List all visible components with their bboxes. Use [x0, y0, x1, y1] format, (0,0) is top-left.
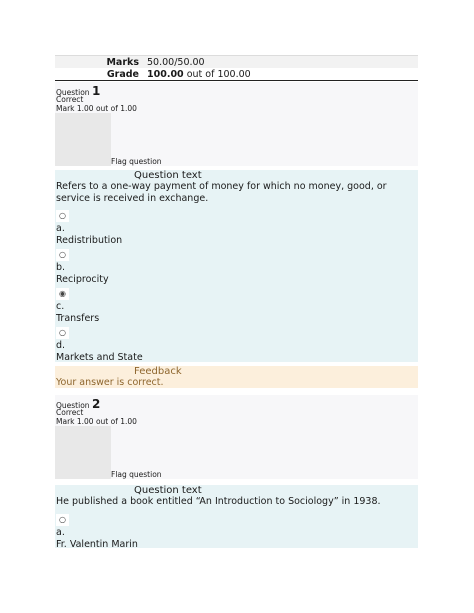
question-2-formulation — [55, 485, 418, 548]
question-1-feedback — [55, 366, 418, 388]
answer-c-text: Transfers — [56, 313, 100, 324]
question-1-info-panel — [55, 113, 111, 166]
question-label-text: Question — [56, 401, 90, 410]
grade-row — [55, 68, 418, 81]
radio-empty-icon: ○ — [59, 250, 66, 259]
answer-a-radio[interactable] — [56, 210, 69, 222]
answer-d-radio[interactable] — [56, 327, 69, 339]
answer-b-letter: b. — [56, 262, 66, 273]
answer-a-letter: a. — [56, 527, 65, 538]
question-label-text: Question — [56, 88, 90, 97]
radio-empty-icon: ○ — [59, 211, 66, 220]
question-2-state: Correct — [56, 408, 84, 417]
question-2-info — [55, 395, 418, 479]
answer-b-radio[interactable] — [56, 249, 69, 261]
answer-a-text: Fr. Valentin Marin — [56, 539, 138, 550]
answer-a-radio[interactable] — [56, 514, 69, 526]
answer-c-radio[interactable] — [56, 288, 69, 300]
answer-b-text: Reciprocity — [56, 274, 109, 285]
question-1-text-heading: Question text — [134, 170, 202, 181]
radio-empty-icon: ○ — [59, 328, 66, 337]
question-1-state: Correct — [56, 95, 84, 104]
question-2-text: He published a book entitled “An Introduction to Sociology” in 1938. — [56, 496, 381, 507]
grade-value: 100.00 — [147, 69, 184, 80]
question-2-mark: Mark 1.00 out of 1.00 — [56, 417, 137, 426]
question-1-text: Refers to a one-way payment of money for which no money, good, or service is received in exchange. — [56, 181, 387, 204]
radio-empty-icon: ○ — [59, 515, 66, 524]
marks-label: Marks — [106, 57, 139, 68]
grade-suffix: out of 100.00 — [183, 69, 251, 80]
feedback-text: Your answer is correct. — [56, 377, 164, 388]
marks-row — [55, 55, 418, 68]
question-number: 2 — [91, 397, 101, 411]
radio-selected-icon: ◉ — [59, 289, 66, 298]
feedback-heading: Feedback — [134, 366, 182, 377]
question-1-formulation — [55, 170, 418, 362]
question-2-flag-link[interactable]: Flag question — [111, 470, 162, 479]
review-summary-table — [55, 55, 418, 81]
grade-label: Grade — [106, 69, 139, 80]
question-1-mark: Mark 1.00 out of 1.00 — [56, 104, 137, 113]
question-number: 1 — [91, 84, 101, 98]
answer-a-letter: a. — [56, 223, 65, 234]
answer-d-text: Markets and State — [56, 352, 143, 363]
marks-value: 50.00/50.00 — [147, 57, 205, 68]
answer-d-letter: d. — [56, 340, 66, 351]
question-1-flag-link[interactable]: Flag question — [111, 157, 162, 166]
answer-a-text: Redistribution — [56, 235, 123, 246]
question-2-info-panel — [55, 426, 111, 479]
grade-value-cell — [145, 68, 251, 80]
answer-c-letter: c. — [56, 301, 65, 312]
question-2-text-heading: Question text — [134, 485, 202, 496]
question-1-info — [55, 82, 418, 166]
